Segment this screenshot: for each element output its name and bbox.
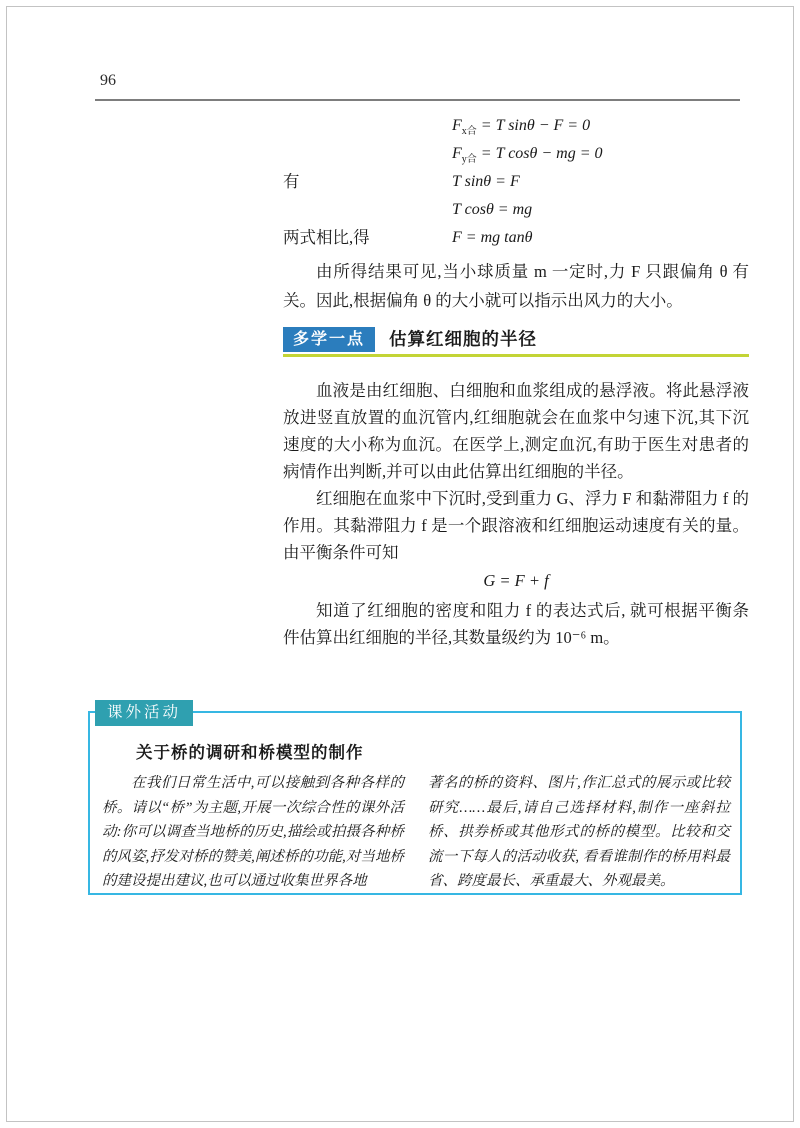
equation-result: F = mg tanθ (452, 229, 533, 246)
section-title: 估算红细胞的半径 (389, 329, 538, 349)
equation-row (283, 224, 749, 252)
equation-subscript: x合 (461, 126, 477, 138)
equation-variable: F (452, 117, 462, 134)
section-badge: 多学一点 (283, 327, 375, 352)
derivation-block (283, 112, 749, 252)
equation-fy (452, 140, 603, 168)
equation-fx (452, 112, 590, 140)
equation-row (283, 168, 749, 196)
equation-tcos: T cosθ = mg (452, 201, 533, 218)
activity-tab: 课外活动 (95, 700, 193, 726)
activity-column-right: 著名的桥的资料、图片,作汇总式的展示或比较研究……最后,请自己选择材料,制作一座斜拉桥、拱券桥或其他形式的桥的模型。比较和交流一下每人的活动收获, 看看谁制作的桥用料最省、跨度最长、承重最大、外观最美。 (428, 775, 730, 889)
paragraph-conclusion: 由所得结果可见,当小球质量 m 一定时,力 F 只跟偏角 θ 有关。因此,根据偏角 θ 的大小就可以指示出风力的大小。 (283, 262, 749, 310)
equation-body: = T sinθ − F = 0 (480, 117, 591, 134)
equation-label (283, 140, 452, 168)
equation-body: = T cosθ − mg = 0 (480, 145, 603, 162)
label-then: 有 (283, 172, 300, 191)
equation-label (283, 196, 452, 224)
equation-row (283, 196, 749, 224)
equation-variable: F (452, 145, 462, 162)
equation-row (283, 112, 749, 140)
equation-subscript: y合 (461, 154, 477, 166)
section-paragraph-3: 知道了红细胞的密度和阻力 f 的表达式后, 就可根据平衡条件估算出红细胞的半径,其数量级约为 10⁻⁶ m。 (283, 601, 749, 647)
equation-tsin: T sinθ = F (452, 173, 520, 190)
section-paragraph-2: 红细胞在血浆中下沉时,受到重力 G、浮力 F 和黏滞阻力 f 的作用。其黏滞阻力 f 是一个跟溶液和红细胞运动速度有关的量。由平衡条件可知 (283, 489, 749, 562)
label-ratio: 两式相比,得 (283, 228, 370, 247)
main-content (283, 112, 749, 651)
activity-column-left: 在我们日常生活中,可以接触到各种各样的桥。请以“桥”为主题,开展一次综合性的课外活动:你可以调查当地桥的历史,描绘或拍摄各种桥的风姿,抒发对桥的赞美,阐述桥的功能,对当地桥的建设提出建议,也可以通过收集世界各地 (102, 775, 404, 889)
equation-row (283, 140, 749, 168)
header-rule (95, 99, 740, 101)
section-header (283, 327, 749, 357)
equation-label (283, 112, 452, 140)
section-paragraph-1: 血液是由红细胞、白细胞和血浆组成的悬浮液。将此悬浮液放进竖直放置的血沉管内,红细胞就会在血浆中匀速下沉,其下沉速度的大小称为血沉。在医学上,测定血沉,有助于医生对患者的病情作出判断,并可以由此估算出红细胞的半径。 (283, 381, 749, 481)
activity-title: 关于桥的调研和桥模型的制作 (136, 744, 364, 762)
equation-balance: G = F + f (483, 571, 549, 590)
activity-box (88, 704, 742, 895)
activity-columns (90, 771, 740, 894)
page-number: 96 (100, 72, 116, 89)
